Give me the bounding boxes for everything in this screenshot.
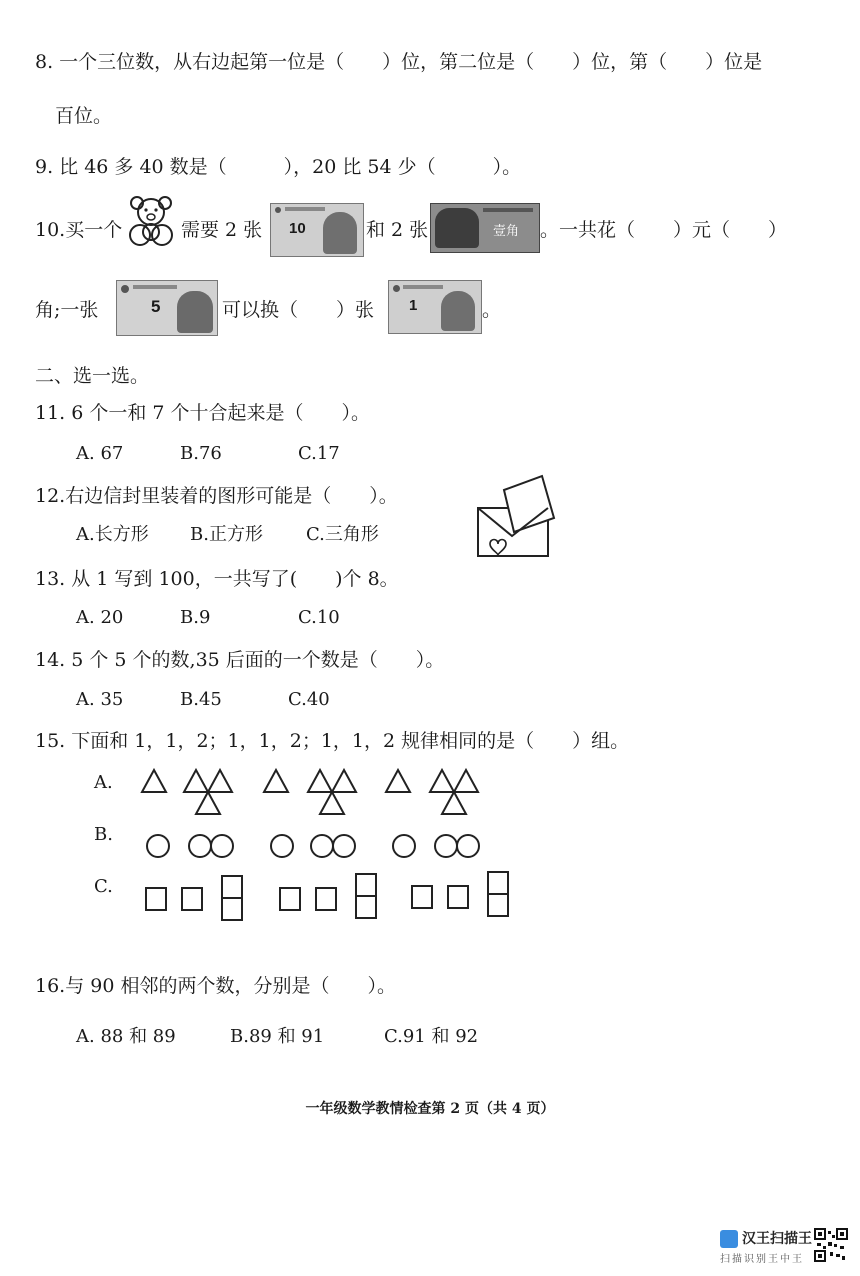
option-a-label: A. xyxy=(94,772,113,793)
circle-shape xyxy=(435,835,457,857)
circle-shape xyxy=(333,835,355,857)
qr-code-icon xyxy=(814,1228,848,1262)
bill-header-line xyxy=(483,208,533,212)
ten-yuan-bill-image xyxy=(270,203,364,257)
question-9: 9. 比 46 多 40 数是（ ），20 比 54 少（ ）。 xyxy=(35,156,522,178)
one-yuan-bill-image xyxy=(388,280,482,334)
option-b: B.正方形 xyxy=(190,524,263,545)
question-11: 11. 6 个一和 7 个十合起来是（ ）。 xyxy=(35,402,371,424)
emblem-icon xyxy=(275,207,281,213)
option-c-square-pattern xyxy=(130,870,520,926)
square-shape xyxy=(222,898,242,920)
square-shape xyxy=(488,872,508,894)
question-10-part-1: 10.买一个 xyxy=(35,219,123,241)
triangle-triple-shape xyxy=(184,770,232,814)
triangle-single-shape xyxy=(142,770,166,792)
option-a: A. 35 xyxy=(76,689,124,710)
circle-shape xyxy=(189,835,211,857)
circle-shape xyxy=(147,835,169,857)
option-c-label: C. xyxy=(94,876,113,897)
triangle-triple-shape xyxy=(430,770,478,814)
question-8-line-1: 8. 一个三位数，从右边起第一位是（ ）位，第二位是（ ）位，第（ ）位是 xyxy=(35,51,763,73)
page-footer: 一年级数学教情检查第 2 页（共 4 页） xyxy=(305,1101,555,1117)
option-a: A. 20 xyxy=(76,607,124,628)
portraits-icon xyxy=(435,208,479,248)
square-shape xyxy=(280,888,300,910)
question-12: 12.右边信封里装着的图形可能是（ ）。 xyxy=(35,485,398,507)
option-c: C.17 xyxy=(298,443,340,464)
one-jiao-bill-image xyxy=(430,203,540,253)
bill-header-line xyxy=(285,207,325,211)
teddy-bear-icon xyxy=(126,194,176,250)
question-8-line-2: 百位。 xyxy=(55,105,113,127)
option-b: B.89 和 91 xyxy=(230,1026,325,1047)
option-c: C.91 和 92 xyxy=(384,1026,479,1047)
square-shape xyxy=(356,874,376,896)
scanner-logo-icon xyxy=(720,1230,738,1248)
envelope-icon xyxy=(470,474,560,560)
emblem-icon xyxy=(393,285,400,292)
question-10-line-2-b: 可以换（ ）张 xyxy=(222,299,375,321)
circle-shape xyxy=(311,835,333,857)
circle-shape xyxy=(457,835,479,857)
bill-header-line xyxy=(133,285,177,289)
option-b: B.76 xyxy=(180,443,222,464)
option-b-label: B. xyxy=(94,824,113,845)
option-a: A. 88 和 89 xyxy=(76,1026,176,1047)
triangle-single-shape xyxy=(264,770,288,792)
option-c: C.40 xyxy=(288,689,330,710)
circle-shape xyxy=(271,835,293,857)
portrait-icon xyxy=(177,291,213,333)
option-b-circle-pattern xyxy=(130,826,490,866)
square-shape xyxy=(316,888,336,910)
option-a: A. 67 xyxy=(76,443,124,464)
triangle-single-shape xyxy=(386,770,410,792)
question-15: 15. 下面和 1，1，2；1，1，2；1，1，2 规律相同的是（ ）组。 xyxy=(35,730,630,752)
question-10-line-2-a: 角;一张 xyxy=(35,299,99,321)
portrait-icon xyxy=(323,212,357,254)
option-c: C.10 xyxy=(298,607,340,628)
option-c: C.三角形 xyxy=(306,524,379,545)
bill-denomination: 5 xyxy=(151,297,161,316)
triangle-triple-shape xyxy=(308,770,356,814)
question-10-line-2-c: 。 xyxy=(482,299,502,321)
option-b: B.9 xyxy=(180,607,211,628)
bill-denomination: 10 xyxy=(289,220,306,237)
emblem-icon xyxy=(121,285,129,293)
scanner-brand-name: 汉王扫描王 xyxy=(742,1230,812,1246)
circle-shape xyxy=(393,835,415,857)
question-10-part-4: 。一共花（ ）元（ ） xyxy=(540,219,788,241)
square-shape xyxy=(222,876,242,898)
section-2-title: 二、选一选。 xyxy=(35,365,150,387)
option-a-triangle-pattern xyxy=(130,760,490,820)
option-b: B.45 xyxy=(180,689,222,710)
question-14: 14. 5 个 5 个的数,35 后面的一个数是（ ）。 xyxy=(35,649,445,671)
portrait-icon xyxy=(441,291,475,331)
question-13: 13. 从 1 写到 100，一共写了( )个 8。 xyxy=(35,568,399,590)
circle-shape xyxy=(211,835,233,857)
option-a: A.长方形 xyxy=(76,524,149,545)
bill-header-line xyxy=(403,285,443,289)
question-16: 16.与 90 相邻的两个数，分别是（ ）。 xyxy=(35,975,396,997)
question-10-part-3: 和 2 张 xyxy=(366,219,429,241)
square-shape xyxy=(412,886,432,908)
question-10-part-2: 需要 2 张 xyxy=(181,219,263,241)
square-shape xyxy=(146,888,166,910)
scanner-slogan: 扫描识别王中王 xyxy=(720,1254,804,1265)
scanner-watermark xyxy=(718,1228,848,1268)
bill-denomination: 壹角 xyxy=(493,224,520,239)
five-yuan-bill-image xyxy=(116,280,218,336)
square-shape xyxy=(448,886,468,908)
square-shape xyxy=(488,894,508,916)
square-shape xyxy=(182,888,202,910)
square-shape xyxy=(356,896,376,918)
bill-denomination: 1 xyxy=(409,297,418,314)
